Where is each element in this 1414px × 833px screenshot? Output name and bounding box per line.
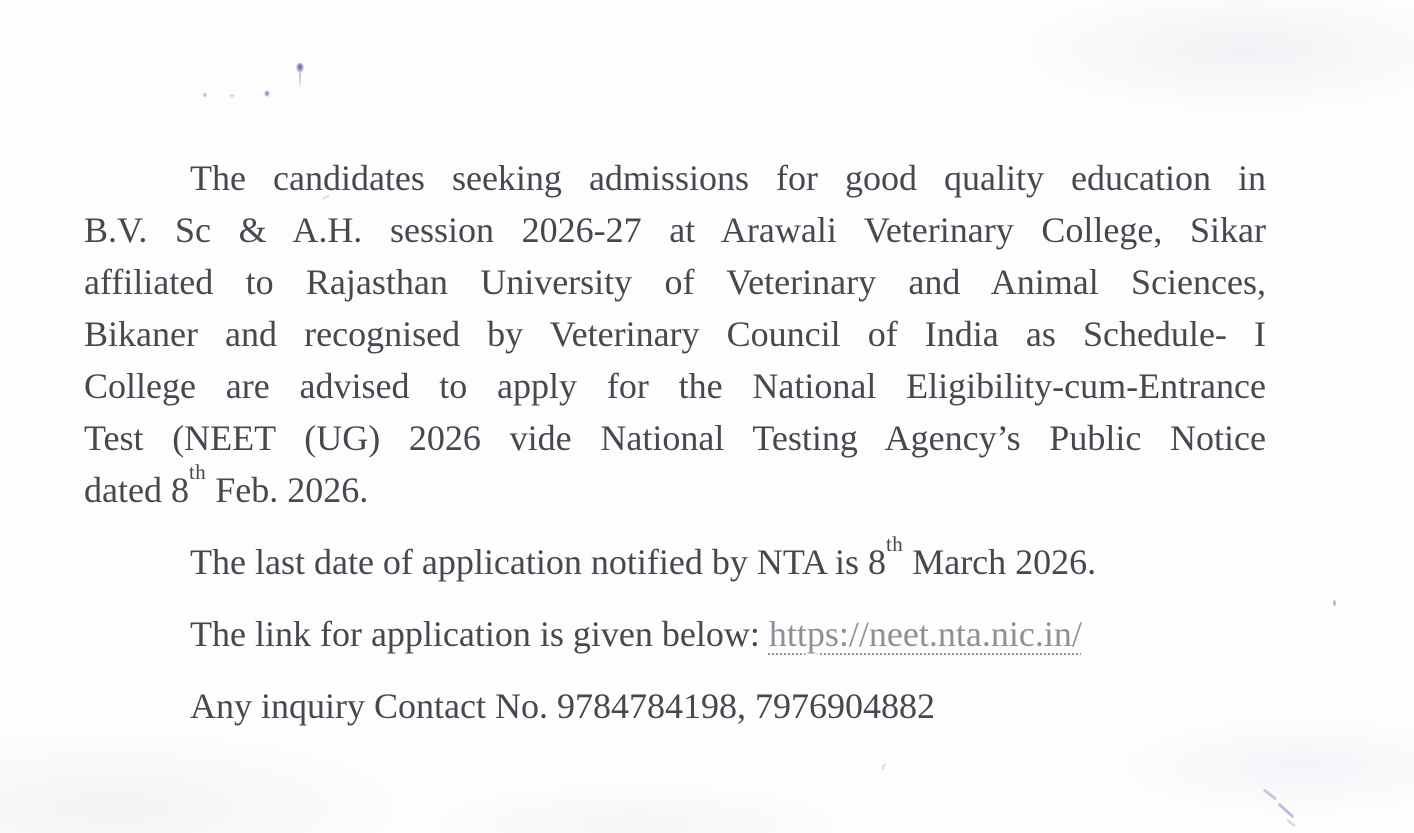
last-date-line — [84, 531, 1266, 588]
contact-label: Any inquiry Contact No. — [190, 686, 557, 726]
notice-line: College are advised to apply for the National Eligibility-cum-Entrance — [84, 366, 1266, 406]
notice-line: Bikaner and recognised by Veterinary Council of India as Schedule- I — [84, 314, 1266, 354]
ink-squiggle — [1278, 803, 1295, 819]
ink-squiggle — [1287, 819, 1296, 827]
notice-line: affiliated to Rajasthan University of Veterinary and Animal Sciences, — [84, 262, 1266, 302]
ink-speck — [296, 63, 304, 73]
ink-speck — [230, 94, 234, 97]
scan-smudge — [1333, 600, 1336, 606]
notice-dated-line — [84, 464, 1266, 516]
ordinal-superscript: th — [885, 531, 904, 556]
notice-line: The candidates seeking admissions for good quality education in — [190, 158, 1266, 198]
link-label: The link for application is given below: — [190, 614, 769, 654]
ink-speck — [203, 93, 207, 97]
notice-main-paragraph — [84, 152, 1266, 516]
last-date-text: The last date of application notified by NTA is 8 — [190, 542, 886, 582]
ink-speck-tail — [299, 73, 301, 87]
application-link-line — [84, 608, 1266, 660]
ink-squiggle — [1263, 788, 1277, 800]
last-date-text: March 2026. — [903, 542, 1097, 582]
contact-line — [84, 680, 1266, 732]
contact-numbers: 9784784198, 7976904882 — [556, 686, 935, 726]
notice-line: B.V. Sc & A.H. session 2026-27 at Arawali Veterinary College, Sikar — [84, 210, 1266, 250]
ordinal-superscript: th — [188, 464, 207, 484]
notice-document — [84, 152, 1266, 732]
ink-speck — [264, 90, 270, 97]
dated-text: Feb. 2026. — [206, 470, 369, 510]
notice-line: Test (NEET (UG) 2026 vide National Testing Agency’s Public Notice — [84, 418, 1266, 458]
scan-smudge — [880, 761, 893, 774]
application-link[interactable]: https://neet.nta.nic.in/ — [768, 614, 1082, 654]
dated-text: dated 8 — [84, 470, 189, 510]
